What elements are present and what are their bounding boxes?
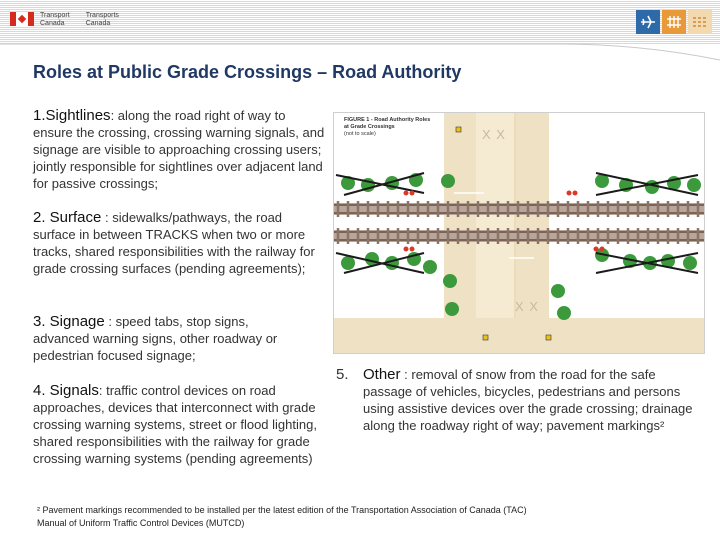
pavement-marking-top: X X xyxy=(482,127,506,142)
slide-title: Roles at Public Grade Crossings – Road Authority xyxy=(33,62,462,82)
item-body-text: passage of vehicles, bicycles, pedestrians and persons using assistive devices over the grade crossing; drainage along the roadway right of way; pavement markings² xyxy=(363,384,693,433)
figure-caption-title: FIGURE 1 - Road Authority Roles xyxy=(344,117,431,123)
pavement-marking-bottom: X X xyxy=(515,299,539,314)
header-swoosh xyxy=(0,36,720,62)
item-lead-text: sidewalks/pathways, the road xyxy=(108,210,283,225)
item-separator: : xyxy=(104,314,112,329)
org-fr-line1: Transports xyxy=(85,12,119,19)
crossing-figure xyxy=(333,112,705,354)
item-body-text: approaches, devices that interconnect with grade crossing warning systems, street or flood lighting, shared responsibilities with the railway for grade crossing warning systems (pending agreements) xyxy=(33,400,317,466)
road-icon xyxy=(688,10,712,34)
org-name-fr xyxy=(86,12,119,28)
government-wordmark[interactable] xyxy=(10,12,135,28)
item-separator: : xyxy=(110,108,115,123)
item-lead-text: traffic control devices on road xyxy=(102,383,276,398)
figure-caption-title-2: at Grade Crossings xyxy=(344,124,395,130)
item-separator: : xyxy=(101,210,109,225)
item-number: 5. xyxy=(336,366,349,383)
item-heading: 3. Signage xyxy=(33,313,105,330)
figure-caption xyxy=(344,117,430,138)
item-body xyxy=(363,366,696,434)
item-lead-text: removal of snow from the road for the safe xyxy=(407,367,656,382)
item-sightlines xyxy=(33,107,333,192)
item-surface xyxy=(33,209,323,277)
rail-icon xyxy=(662,10,686,34)
item-separator: : xyxy=(98,383,103,398)
item-signage xyxy=(33,313,323,364)
footnote-line-2: Manual of Uniform Traffic Control Devices (MUTCD) xyxy=(37,518,245,528)
item-lead-text: along the road right of way to xyxy=(114,108,286,123)
airplane-icon xyxy=(636,10,660,34)
org-name-en xyxy=(40,12,70,28)
item-signals xyxy=(33,382,323,467)
item-heading: 2. Surface xyxy=(33,209,102,226)
item-heading: Other xyxy=(363,366,401,383)
item-body-text: ensure the crossing, crossing warning signals, and signage are visible to approaching crossing users; jointly responsible for sightlines over adjacent land for passive crossings; xyxy=(33,125,325,191)
item-body-text: surface in between TRACKS when two or more tracks, shared responsibilities with the railway for grade crossing surfaces (pending agreements); xyxy=(33,227,315,276)
item-heading: 4. Signals xyxy=(33,382,99,399)
org-fr-line2: Canada xyxy=(85,20,111,27)
canada-flag-icon xyxy=(10,12,34,26)
footnote-line-1: ² Pavement markings recommended to be installed per the latest edition of the Transportation Association of Canada (TAC) xyxy=(37,505,527,515)
item-heading: 1.Sightlines xyxy=(33,107,111,124)
item-lead-text: speed tabs, stop signs, xyxy=(111,314,249,329)
footnote xyxy=(37,504,637,530)
figure-caption-note: (not to scale) xyxy=(344,131,376,137)
item-body-text: advanced warning signs, other roadway or pedestrian focused signage; xyxy=(33,331,278,363)
item-separator: : xyxy=(400,367,408,382)
org-en-line1: Transport xyxy=(40,12,70,19)
mode-tiles xyxy=(636,10,712,34)
crossing-diagram xyxy=(334,113,704,353)
org-en-line2: Canada xyxy=(40,20,65,27)
